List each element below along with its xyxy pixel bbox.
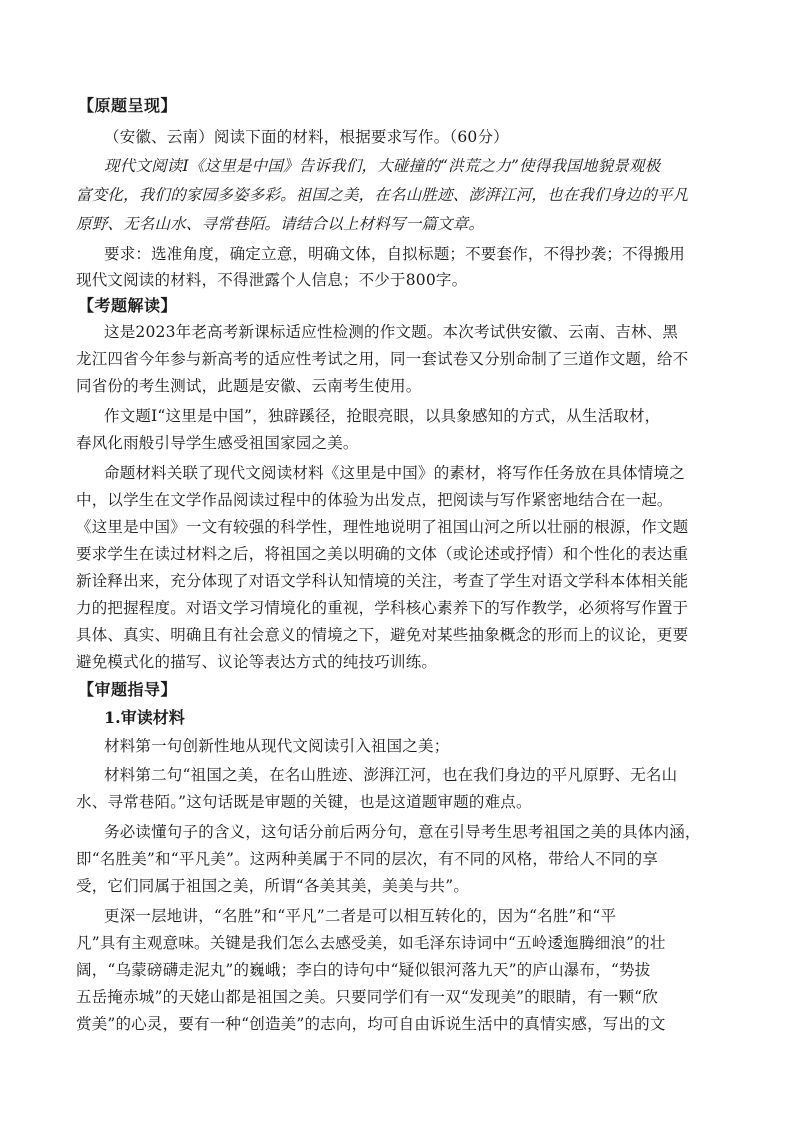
analysis-paragraph-line: 春风化雨般引导学生感受祖国家园之美。 — [76, 434, 359, 452]
analysis-paragraph-line: 中，以学生在文学作品阅读过程中的体验为出发点，把阅读与写作紧密地结合在一起。 — [76, 491, 673, 509]
guide-paragraph-line: 材料第二句“祖国之美，在名山胜迹、澎湃江河，也在我们身边的平凡原野、无名山 — [104, 766, 678, 784]
guide-paragraph-line: 阔，“乌蒙磅礴走泥丸”的巍峨；李白的诗句中“疑似银河落九天”的庐山瀑布，“势拔 — [76, 961, 651, 979]
requirement-line: 现代文阅读的材料，不得泄露个人信息；不少于800字。 — [76, 271, 468, 289]
analysis-paragraph-line: 要求学生在读过材料之后，将祖国之美以明确的文体（或论述或抒情）和个性化的表达重 — [76, 545, 689, 563]
prompt-line: 富变化，我们的家园多姿多彩。祖国之美，在名山胜迹、澎湃江河，也在我们身边的平凡 — [76, 186, 689, 204]
analysis-paragraph-line: 同省份的考生测试，此题是安徽、云南考生使用。 — [76, 377, 422, 395]
analysis-paragraph-line: 力的把握程度。对语文学习情境化的重视，学科核心素养下的写作教学，必须将写作置于 — [76, 599, 689, 617]
subheading-read-material: 1.审读材料 — [104, 708, 185, 727]
prompt-line: 现代文阅读Ⅰ《这里是中国》告诉我们，大碰撞的“洪荒之力”使得我国地貌景观极 — [104, 157, 661, 175]
guide-paragraph-line: 五岳掩赤城”的天姥山都是祖国之美。只要同学们有一双“发现美”的眼睛，有一颗“欣 — [76, 988, 658, 1006]
analysis-paragraph-line: 这是2023年老高考新课标适应性检测的作文题。本次考试供安徽、云南、吉林、黑 — [104, 323, 679, 341]
guide-paragraph-line: 更深一层地讲，“名胜”和“平凡”二者是可以相互转化的，因为“名胜”和“平 — [104, 907, 617, 925]
guide-paragraph-line: 凡”具有主观意味。关键是我们怎么去感受美，如毛泽东诗词中“五岭逶迤腾细浪”的壮 — [76, 934, 666, 952]
guide-paragraph-line: 即“名胜美”和“平凡美”。这两种美属于不同的层次，有不同的风格，带给人不同的享 — [76, 850, 658, 868]
section-heading-guide: 【审题指导】 — [78, 680, 178, 699]
analysis-paragraph-line: 作文题Ⅰ“这里是中国”，独辟蹊径，抢眼亮眼，以具象感知的方式，从生活取材， — [104, 407, 661, 425]
section-heading-analysis: 【考题解读】 — [78, 296, 178, 315]
guide-paragraph-line: 水、寻常巷陌。”这句话既是审题的关键，也是这道题审题的难点。 — [76, 793, 532, 811]
guide-paragraph-line: 材料第一句创新性地从现代文阅读引入祖国之美； — [104, 737, 450, 755]
prompt-line: 原野、无名山水、寻常巷陌。请结合以上材料写一篇文章。 — [76, 215, 485, 233]
analysis-paragraph-line: 命题材料关联了现代文阅读材料《这里是中国》的素材，将写作任务放在具体情境之 — [104, 464, 685, 482]
guide-paragraph-line: 受，它们同属于祖国之美，所谓“各美其美，美美与共”。 — [76, 877, 470, 895]
analysis-paragraph-line: 新诠释出来，充分体现了对语文学科认知情境的关注，考查了学生对语文学科本体相关能 — [76, 572, 689, 590]
section-heading-original: 【原题呈现】 — [78, 96, 178, 115]
analysis-paragraph-line: 龙江四省今年参与新高考的适应性考试之用，同一套试卷又分别命制了三道作文题，给不 — [76, 350, 689, 368]
requirement-line: 要求：选准角度，确定立意，明确文体，自拟标题；不要套作，不得抄袭；不得搬用 — [104, 245, 685, 263]
guide-paragraph-line: 务必读懂句子的含义，这句话分前后两分句，意在引导考生思考祖国之美的具体内涵， — [104, 823, 701, 841]
analysis-paragraph-line: 具体、真实、明确且有社会意义的情境之下，避免对某些抽象概念的形而上的议论，更要 — [76, 626, 689, 644]
question-source: （安徽、云南）阅读下面的材料，根据要求写作。（60分） — [104, 128, 509, 146]
guide-paragraph-line: 赏美”的心灵，要有一种“创造美”的志向，均可自由诉说生活中的真情实感，写出的文 — [76, 1015, 666, 1033]
analysis-paragraph-line: 《这里是中国》一文有较强的科学性，理性地说明了祖国山河之所以壮丽的根源，作文题 — [76, 518, 689, 536]
analysis-paragraph-line: 避免模式化的描写、议论等表达方式的纯技巧训练。 — [76, 653, 438, 671]
